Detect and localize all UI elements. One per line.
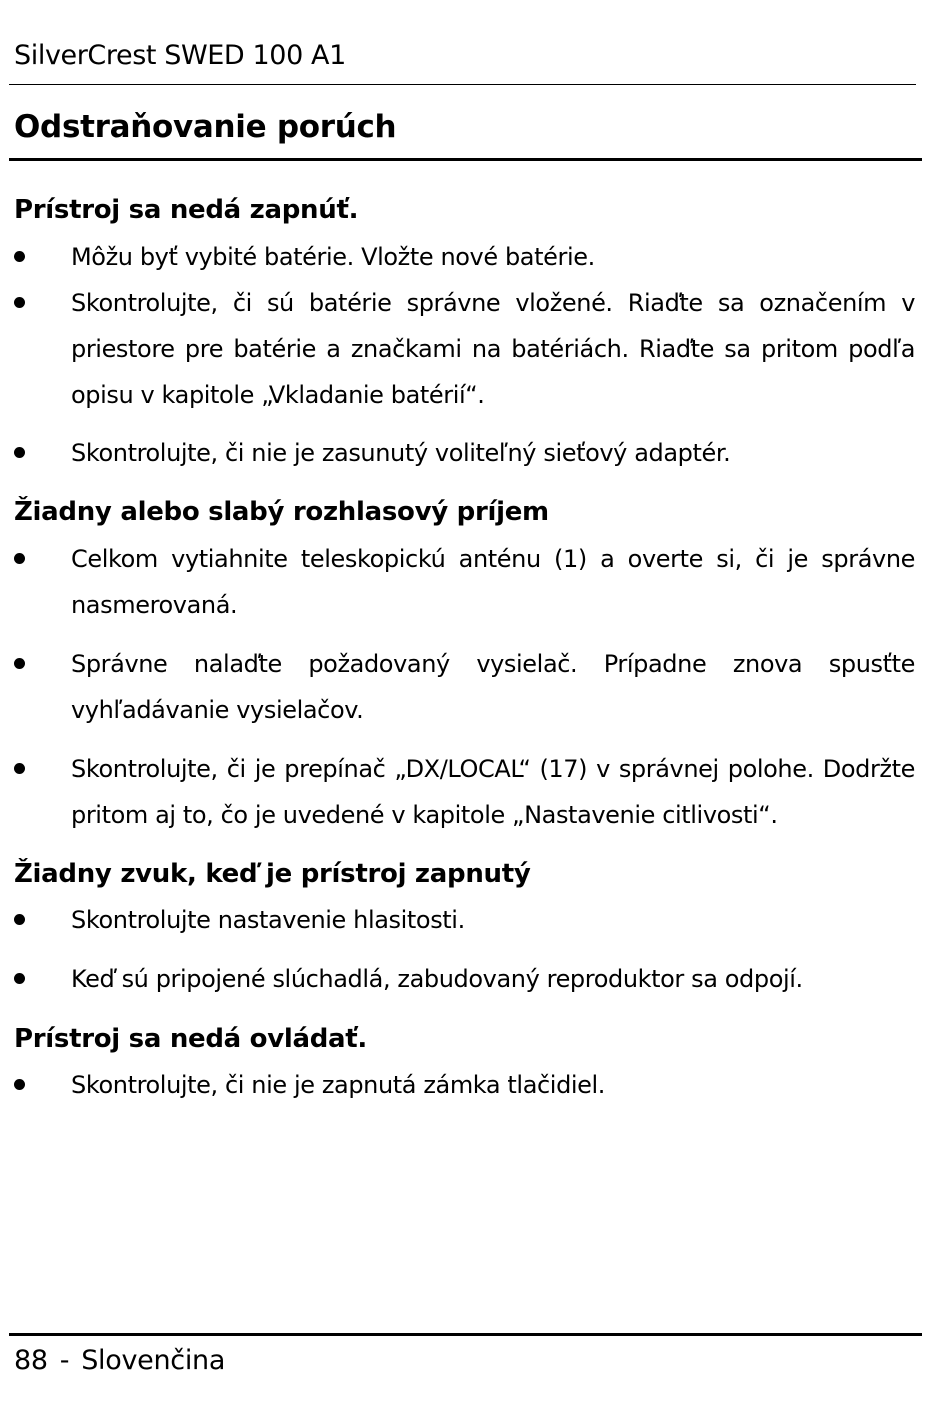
page-number: 88 [14,1345,48,1376]
section-heading-device-wont-power-on: Prístroj sa nedá zapnúť. [14,195,359,225]
bullet-icon [14,973,25,984]
bullet-icon [14,763,25,774]
bullet-icon [14,447,25,458]
list-item-text: Správne nalaďte požadovaný vysielač. Prípadne znova spusťte vyhľadávanie vysielačov. [71,650,915,724]
page-footer [14,1343,225,1379]
footer-language: Slovenčina [81,1345,226,1376]
section-heading-device-unresponsive: Prístroj sa nedá ovládať. [14,1024,367,1054]
list-item-text: Môžu byť vybité batérie. Vložte nové batérie. [71,243,595,271]
list-item-text: Skontrolujte, či je prepínač „DX/LOCAL“ (17) v správnej polohe. Dodržte pritom aj to, čo je uvedené v kapitole „Nastavenie citlivosti“. [71,755,915,829]
list-item-text: Celkom vytiahnite teleskopickú anténu (1) a overte si, či je správne nasmerovaná. [71,545,915,619]
section-heading-no-sound: Žiadny zvuk, keď je prístroj zapnutý [14,859,531,889]
bullet-icon [14,1079,25,1090]
header-rule [9,84,916,85]
list-item-text: Skontrolujte, či nie je zapnutá zámka tlačidiel. [71,1071,606,1099]
running-header: SilverCrest SWED 100 A1 [14,40,346,71]
page-title: Odstraňovanie porúch [14,109,397,145]
footer-separator: - [59,1345,70,1376]
list-item-text: Skontrolujte nastavenie hlasitosti. [71,906,465,934]
bullet-icon [14,251,25,262]
list-item-text: Skontrolujte, či sú batérie správne vložené. Riaďte sa označením v priestore pre batérie a značkami na batériách. Riaďte sa pritom podľa opisu v kapitole „Vkladanie batérií“. [71,289,915,409]
title-rule [9,158,922,161]
bullet-icon [14,553,25,564]
bullet-icon [14,914,25,925]
footer-rule [9,1333,922,1336]
bullet-icon [14,658,25,669]
bullet-icon [14,297,25,308]
section-heading-no-radio-reception: Žiadny alebo slabý rozhlasový príjem [14,497,549,527]
list-item-text: Skontrolujte, či nie je zasunutý voliteľný sieťový adaptér. [71,439,731,467]
list-item-text: Keď sú pripojené slúchadlá, zabudovaný reproduktor sa odpojí. [71,965,803,993]
